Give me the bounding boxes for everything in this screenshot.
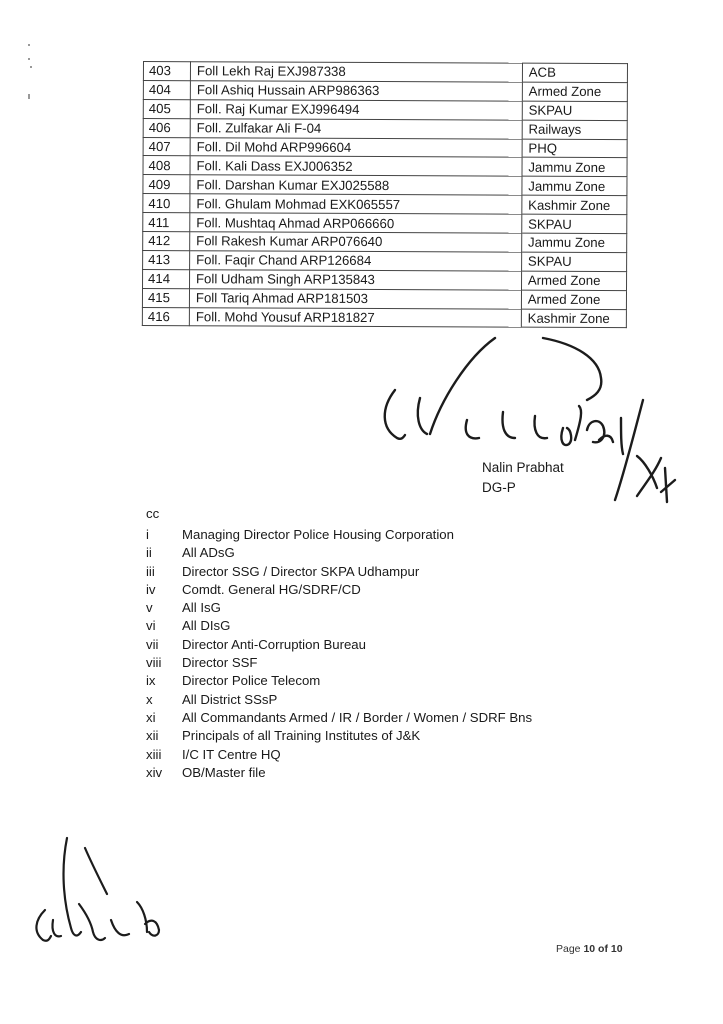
table-row: [143, 80, 627, 101]
cc-item: [146, 617, 532, 635]
posting-place: Jammu Zone: [522, 158, 627, 177]
cc-item-number: iii: [146, 563, 155, 579]
cc-item-text: Director SSF: [182, 655, 258, 671]
signatory-designation: DG-P: [482, 480, 516, 495]
row-number: 413: [143, 250, 190, 269]
cc-item: [146, 746, 532, 764]
row-number: 408: [143, 156, 190, 175]
personnel-name: Foll Udham Singh ARP135843: [189, 270, 521, 290]
cc-item-text: All ADsG: [182, 545, 235, 561]
cc-item-text: Director Police Telecom: [182, 673, 321, 689]
cc-item-number: ix: [146, 673, 156, 689]
cc-item-text: OB/Master file: [182, 764, 266, 780]
cc-item-number: iv: [146, 581, 156, 597]
row-number: 416: [142, 307, 189, 326]
cc-item: [146, 672, 532, 690]
posting-place: Kashmir Zone: [521, 309, 626, 328]
cc-item-number: xii: [146, 728, 159, 744]
signatory-block: [482, 458, 564, 498]
cc-item-text: I/C IT Centre HQ: [182, 746, 281, 762]
cc-item: [146, 599, 532, 617]
cc-item-text: Comdt. General HG/SDRF/CD: [182, 581, 361, 597]
personnel-name: Foll. Mohd Yousuf ARP181827: [189, 307, 521, 327]
personnel-name: Foll Lekh Raj EXJ987338: [190, 62, 522, 82]
cc-item: [146, 581, 532, 599]
posting-place: ACB: [522, 63, 627, 82]
personnel-name: Foll. Kali Dass EXJ006352: [190, 156, 522, 176]
page-current: 10: [583, 943, 596, 955]
initials-signature: [25, 828, 175, 948]
table-row: [143, 250, 627, 271]
personnel-name: Foll Ashiq Hussain ARP986363: [190, 81, 522, 101]
cc-items: [146, 526, 532, 782]
cc-item-text: All District SSsP: [182, 691, 278, 707]
cc-item-number: xiv: [146, 764, 163, 780]
row-number: 404: [143, 80, 190, 99]
table-row: [143, 213, 627, 234]
posting-place: Armed Zone: [521, 271, 626, 290]
personnel-name: Foll. Dil Mohd ARP996604: [190, 137, 522, 157]
personnel-name: Foll. Raj Kumar EXJ996494: [190, 99, 522, 119]
posting-place: PHQ: [522, 139, 627, 158]
table-row: [143, 269, 627, 290]
posting-place: Jammu Zone: [522, 176, 627, 195]
page-of: of: [595, 943, 611, 955]
row-number: 406: [143, 118, 190, 137]
cc-item-number: v: [146, 600, 153, 616]
cc-item: [146, 654, 532, 672]
cc-item-text: All IsG: [182, 600, 221, 616]
posting-place: Kashmir Zone: [522, 195, 627, 214]
signatory-name: Nalin Prabhat: [482, 460, 564, 475]
personnel-name: Foll Tariq Ahmad ARP181503: [189, 288, 521, 308]
table-row: [143, 62, 627, 83]
cc-item-number: vii: [146, 636, 159, 652]
signature-date-annotation: 31/X4: [583, 445, 586, 446]
page-total: 10: [610, 943, 623, 955]
cc-item: [146, 636, 532, 654]
cc-item-number: x: [146, 691, 153, 707]
cc-item-number: ii: [146, 545, 152, 561]
page-number: [556, 943, 623, 955]
cc-item-text: Director SSG / Director SKPA Udhampur: [182, 563, 420, 579]
personnel-name: Foll. Darshan Kumar EXJ025588: [190, 175, 522, 195]
table-row: [143, 137, 627, 158]
cc-item-number: xiii: [146, 746, 162, 762]
posting-place: Railways: [522, 120, 627, 139]
row-number: 415: [142, 288, 189, 307]
table-row: [143, 232, 627, 253]
personnel-name: Foll. Zulfakar Ali F-04: [190, 118, 522, 138]
row-number: 407: [143, 137, 190, 156]
scan-artifact-marks: [28, 44, 36, 104]
cc-item: [146, 544, 532, 562]
personnel-name: Foll. Ghulam Mohmad EXK065557: [190, 194, 522, 214]
cc-item: [146, 526, 532, 544]
table-row: [143, 156, 627, 177]
row-number: 412: [143, 232, 190, 251]
cc-item-number: vi: [146, 618, 156, 634]
table-row: [143, 118, 627, 139]
cc-item-number: xi: [146, 709, 156, 725]
cc-item-text: Director Anti-Corruption Bureau: [182, 636, 366, 652]
row-number: 405: [143, 99, 190, 118]
page-prefix: Page: [556, 943, 584, 955]
posting-place: SKPAU: [522, 214, 627, 233]
cc-item-text: Principals of all Training Institutes of J&K: [182, 728, 421, 744]
posting-place: SKPAU: [522, 101, 627, 120]
personnel-table: [142, 61, 628, 329]
row-number: 410: [143, 194, 190, 213]
cc-item: [146, 764, 532, 782]
table-row: [142, 307, 626, 328]
cc-item-number: viii: [146, 655, 162, 671]
table-row: [143, 99, 627, 120]
cc-item: [146, 709, 532, 727]
cc-item-text: Managing Director Police Housing Corporation: [182, 527, 454, 542]
table-row: [142, 288, 626, 309]
personnel-name: Foll. Mushtaq Ahmad ARP066660: [190, 213, 522, 233]
cc-item: [146, 691, 532, 709]
personnel-name: Foll. Faqir Chand ARP126684: [190, 251, 522, 271]
table-row: [143, 194, 627, 215]
cc-item-number: i: [146, 527, 149, 542]
posting-place: Armed Zone: [521, 290, 626, 309]
row-number: 411: [143, 213, 190, 232]
posting-place: SKPAU: [521, 252, 626, 271]
personnel-name: Foll Rakesh Kumar ARP076640: [190, 232, 522, 252]
cc-list: [146, 505, 532, 782]
cc-item-text: All DIsG: [182, 618, 231, 634]
table-row: [143, 175, 627, 196]
posting-place: Jammu Zone: [521, 233, 626, 252]
cc-item: [146, 563, 532, 581]
cc-item: [146, 727, 532, 745]
row-number: 403: [143, 62, 190, 81]
cc-item-text: All Commandants Armed / IR / Border / Women / SDRF Bns: [182, 709, 533, 725]
row-number: 414: [143, 269, 190, 288]
personnel-table-body: [142, 62, 627, 329]
row-number: 409: [143, 175, 190, 194]
posting-place: Armed Zone: [522, 82, 627, 101]
cc-label: cc: [146, 506, 160, 521]
